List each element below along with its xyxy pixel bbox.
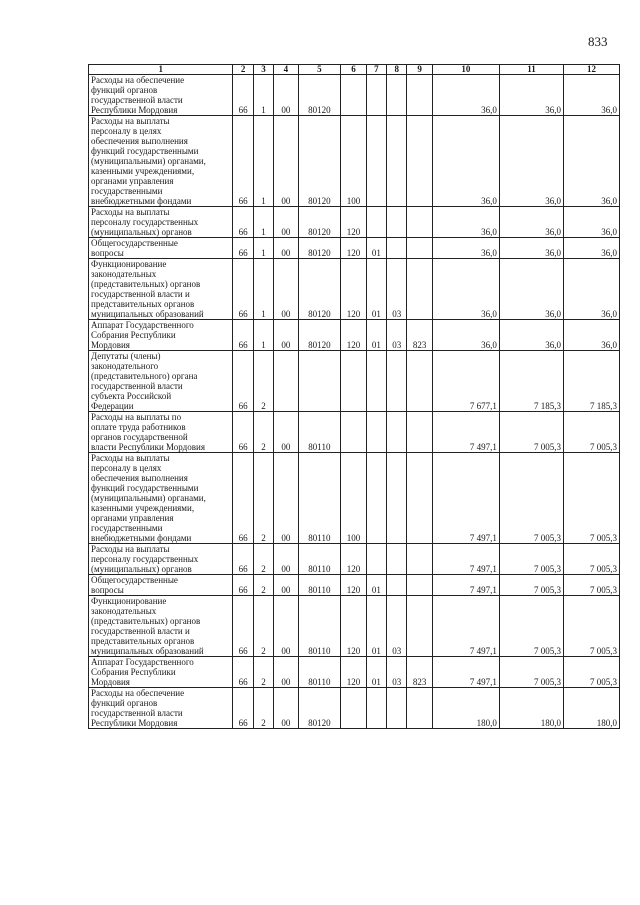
- row-code-col6: 120: [341, 238, 366, 259]
- row-code-col2: 66: [233, 238, 253, 259]
- row-amount-col11: 7 005,3: [499, 596, 563, 657]
- row-code-col8: [387, 75, 407, 116]
- row-code-col4: 00: [274, 75, 298, 116]
- row-code-col5: 80120: [298, 320, 341, 351]
- row-code-col8: 03: [387, 596, 407, 657]
- table-header-row: [89, 65, 620, 75]
- row-amount-col11: 36,0: [499, 259, 563, 320]
- row-code-col4: 00: [274, 596, 298, 657]
- row-name: Расходы на выплаты персоналу в целях обеспечения выполнения функций государственными (муниципальными) органами, казенными учреждениями, органами управления государственными внебюджетными фондами: [89, 116, 233, 207]
- row-code-col5: 80120: [298, 259, 341, 320]
- row-amount-col10: 7 497,1: [432, 575, 499, 596]
- row-amount-col11: 7 005,3: [499, 657, 563, 688]
- row-code-col3: 2: [253, 596, 273, 657]
- row-name: Расходы на выплаты по оплате труда работников органов государственной власти Республики Мордовия: [89, 412, 233, 453]
- row-name: Функционирование законодательных (представительных) органов государственной власти и представительных органов муниципальных образований: [89, 259, 233, 320]
- row-amount-col10: 36,0: [432, 75, 499, 116]
- row-amount-col11: 7 005,3: [499, 544, 563, 575]
- row-code-col9: [407, 575, 432, 596]
- row-code-col9: [407, 596, 432, 657]
- row-name: Депутаты (члены) законодательного (представительного) органа государственной власти субъекта Российской Федерации: [89, 351, 233, 412]
- row-code-col3: 2: [253, 657, 273, 688]
- row-code-col9: 823: [407, 320, 432, 351]
- column-header-12: 12: [563, 65, 619, 75]
- row-code-col2: 66: [233, 75, 253, 116]
- row-code-col3: 1: [253, 116, 273, 207]
- row-amount-col11: 36,0: [499, 238, 563, 259]
- row-code-col6: 120: [341, 596, 366, 657]
- row-code-col3: 1: [253, 75, 273, 116]
- row-code-col7: [366, 116, 386, 207]
- row-code-col7: [366, 412, 386, 453]
- row-amount-col12: 180,0: [563, 688, 619, 729]
- column-header-4: 4: [274, 65, 298, 75]
- row-code-col5: 80110: [298, 575, 341, 596]
- row-code-col8: [387, 453, 407, 544]
- row-amount-col12: 7 005,3: [563, 596, 619, 657]
- row-code-col6: 120: [341, 657, 366, 688]
- row-amount-col12: 7 005,3: [563, 544, 619, 575]
- column-header-2: 2: [233, 65, 253, 75]
- row-code-col6: [341, 75, 366, 116]
- row-code-col4: 00: [274, 238, 298, 259]
- column-header-8: 8: [387, 65, 407, 75]
- row-amount-col10: 36,0: [432, 207, 499, 238]
- row-name: Расходы на выплаты персоналу государственных (муниципальных) органов: [89, 544, 233, 575]
- row-code-col3: 2: [253, 412, 273, 453]
- row-code-col5: 80120: [298, 116, 341, 207]
- row-code-col2: 66: [233, 320, 253, 351]
- row-code-col4: 00: [274, 544, 298, 575]
- row-amount-col10: 7 497,1: [432, 544, 499, 575]
- row-code-col6: 100: [341, 116, 366, 207]
- row-code-col7: [366, 75, 386, 116]
- row-amount-col11: 7 005,3: [499, 453, 563, 544]
- row-code-col6: 120: [341, 207, 366, 238]
- row-amount-col12: 7 005,3: [563, 575, 619, 596]
- row-code-col4: 00: [274, 453, 298, 544]
- row-code-col4: 00: [274, 116, 298, 207]
- column-header-5: 5: [298, 65, 341, 75]
- row-name: Расходы на обеспечение функций органов государственной власти Республики Мордовия: [89, 75, 233, 116]
- row-amount-col12: 36,0: [563, 238, 619, 259]
- row-amount-col10: 7 497,1: [432, 412, 499, 453]
- row-amount-col12: 7 005,3: [563, 453, 619, 544]
- row-amount-col12: 7 185,3: [563, 351, 619, 412]
- row-amount-col11: 7 005,3: [499, 412, 563, 453]
- row-code-col5: 80110: [298, 453, 341, 544]
- row-code-col4: [274, 351, 298, 412]
- table-row: [89, 116, 620, 207]
- row-code-col8: [387, 412, 407, 453]
- row-code-col2: 66: [233, 544, 253, 575]
- row-amount-col10: 36,0: [432, 238, 499, 259]
- row-code-col6: 120: [341, 259, 366, 320]
- row-code-col5: 80120: [298, 75, 341, 116]
- row-code-col9: [407, 688, 432, 729]
- row-code-col9: [407, 207, 432, 238]
- row-code-col2: 66: [233, 596, 253, 657]
- row-code-col5: 80120: [298, 238, 341, 259]
- row-code-col3: 2: [253, 351, 273, 412]
- row-amount-col12: 7 005,3: [563, 412, 619, 453]
- row-code-col9: [407, 259, 432, 320]
- row-name: Расходы на обеспечение функций органов государственной власти Республики Мордовия: [89, 688, 233, 729]
- row-code-col5: [298, 351, 341, 412]
- row-code-col9: [407, 412, 432, 453]
- row-name: Аппарат Государственного Собрания Республики Мордовия: [89, 320, 233, 351]
- row-code-col3: 1: [253, 207, 273, 238]
- row-code-col3: 1: [253, 320, 273, 351]
- column-header-11: 11: [499, 65, 563, 75]
- row-name: Расходы на выплаты персоналу в целях обеспечения выполнения функций государственными (муниципальными) органами, казенными учреждениями, органами управления государственными внебюджетными фондами: [89, 453, 233, 544]
- row-code-col8: [387, 688, 407, 729]
- column-header-6: 6: [341, 65, 366, 75]
- row-name: Общегосударственные вопросы: [89, 575, 233, 596]
- row-code-col3: 2: [253, 544, 273, 575]
- row-code-col4: 00: [274, 259, 298, 320]
- row-name: Функционирование законодательных (представительных) органов государственной власти и представительных органов муниципальных образований: [89, 596, 233, 657]
- row-code-col4: 00: [274, 412, 298, 453]
- row-amount-col12: 36,0: [563, 259, 619, 320]
- row-amount-col10: 36,0: [432, 116, 499, 207]
- row-code-col6: [341, 688, 366, 729]
- row-code-col9: [407, 453, 432, 544]
- row-code-col5: 80110: [298, 544, 341, 575]
- row-amount-col10: 7 677,1: [432, 351, 499, 412]
- row-amount-col12: 36,0: [563, 207, 619, 238]
- row-amount-col11: 7 185,3: [499, 351, 563, 412]
- row-code-col4: 00: [274, 320, 298, 351]
- table-row: [89, 412, 620, 453]
- row-code-col9: 823: [407, 657, 432, 688]
- row-code-col5: 80110: [298, 596, 341, 657]
- row-code-col7: 01: [366, 259, 386, 320]
- row-code-col3: 2: [253, 575, 273, 596]
- row-code-col6: 120: [341, 544, 366, 575]
- row-code-col8: [387, 351, 407, 412]
- row-code-col3: 1: [253, 238, 273, 259]
- row-amount-col11: 180,0: [499, 688, 563, 729]
- row-amount-col11: 36,0: [499, 116, 563, 207]
- row-code-col8: [387, 575, 407, 596]
- row-name: Общегосударственные вопросы: [89, 238, 233, 259]
- table-row: [89, 259, 620, 320]
- row-code-col9: [407, 116, 432, 207]
- column-header-10: 10: [432, 65, 499, 75]
- row-amount-col10: 7 497,1: [432, 657, 499, 688]
- row-amount-col12: 36,0: [563, 75, 619, 116]
- row-code-col2: 66: [233, 351, 253, 412]
- row-code-col3: 2: [253, 453, 273, 544]
- row-code-col8: [387, 207, 407, 238]
- row-code-col8: 03: [387, 259, 407, 320]
- row-code-col5: 80120: [298, 207, 341, 238]
- row-code-col3: 2: [253, 688, 273, 729]
- row-amount-col11: 36,0: [499, 207, 563, 238]
- row-amount-col10: 180,0: [432, 688, 499, 729]
- row-code-col2: 66: [233, 116, 253, 207]
- row-code-col8: [387, 116, 407, 207]
- table-row: [89, 596, 620, 657]
- page-number: 833: [588, 34, 608, 49]
- row-amount-col12: 7 005,3: [563, 657, 619, 688]
- row-code-col7: 01: [366, 238, 386, 259]
- row-code-col6: 120: [341, 320, 366, 351]
- table-row: [89, 544, 620, 575]
- table-row: [89, 238, 620, 259]
- row-code-col8: 03: [387, 320, 407, 351]
- table-row: [89, 75, 620, 116]
- row-code-col7: 01: [366, 596, 386, 657]
- row-code-col9: [407, 238, 432, 259]
- row-name: Расходы на выплаты персоналу государственных (муниципальных) органов: [89, 207, 233, 238]
- row-code-col7: 01: [366, 575, 386, 596]
- row-code-col8: [387, 238, 407, 259]
- budget-table: [88, 64, 620, 729]
- row-code-col8: 03: [387, 657, 407, 688]
- column-header-9: 9: [407, 65, 432, 75]
- row-code-col7: [366, 544, 386, 575]
- row-amount-col10: 7 497,1: [432, 453, 499, 544]
- row-code-col4: 00: [274, 688, 298, 729]
- row-amount-col12: 36,0: [563, 320, 619, 351]
- row-amount-col12: 36,0: [563, 116, 619, 207]
- row-code-col6: [341, 412, 366, 453]
- row-code-col3: 1: [253, 259, 273, 320]
- row-code-col7: 01: [366, 657, 386, 688]
- row-code-col7: [366, 688, 386, 729]
- row-code-col5: 80120: [298, 688, 341, 729]
- column-header-3: 3: [253, 65, 273, 75]
- table-row: [89, 688, 620, 729]
- row-code-col9: [407, 544, 432, 575]
- row-amount-col10: 36,0: [432, 259, 499, 320]
- row-code-col7: [366, 351, 386, 412]
- row-code-col5: 80110: [298, 657, 341, 688]
- row-code-col8: [387, 544, 407, 575]
- column-header-7: 7: [366, 65, 386, 75]
- row-amount-col11: 7 005,3: [499, 575, 563, 596]
- row-code-col7: 01: [366, 320, 386, 351]
- row-name: Аппарат Государственного Собрания Республики Мордовия: [89, 657, 233, 688]
- table-row: [89, 207, 620, 238]
- row-code-col2: 66: [233, 688, 253, 729]
- row-code-col4: 00: [274, 575, 298, 596]
- row-code-col6: 100: [341, 453, 366, 544]
- row-amount-col11: 36,0: [499, 75, 563, 116]
- row-code-col4: 00: [274, 207, 298, 238]
- table-row: [89, 351, 620, 412]
- row-code-col2: 66: [233, 657, 253, 688]
- row-code-col5: 80110: [298, 412, 341, 453]
- row-code-col7: [366, 207, 386, 238]
- row-code-col2: 66: [233, 575, 253, 596]
- row-code-col2: 66: [233, 207, 253, 238]
- table-row: [89, 453, 620, 544]
- table-row: [89, 575, 620, 596]
- row-code-col2: 66: [233, 259, 253, 320]
- row-code-col9: [407, 351, 432, 412]
- row-amount-col10: 36,0: [432, 320, 499, 351]
- row-code-col2: 66: [233, 412, 253, 453]
- table-row: [89, 320, 620, 351]
- row-code-col9: [407, 75, 432, 116]
- row-code-col2: 66: [233, 453, 253, 544]
- column-header-1: 1: [89, 65, 233, 75]
- row-amount-col10: 7 497,1: [432, 596, 499, 657]
- row-code-col6: [341, 351, 366, 412]
- table-row: [89, 657, 620, 688]
- row-code-col7: [366, 453, 386, 544]
- row-code-col6: 120: [341, 575, 366, 596]
- row-code-col4: 00: [274, 657, 298, 688]
- row-amount-col11: 36,0: [499, 320, 563, 351]
